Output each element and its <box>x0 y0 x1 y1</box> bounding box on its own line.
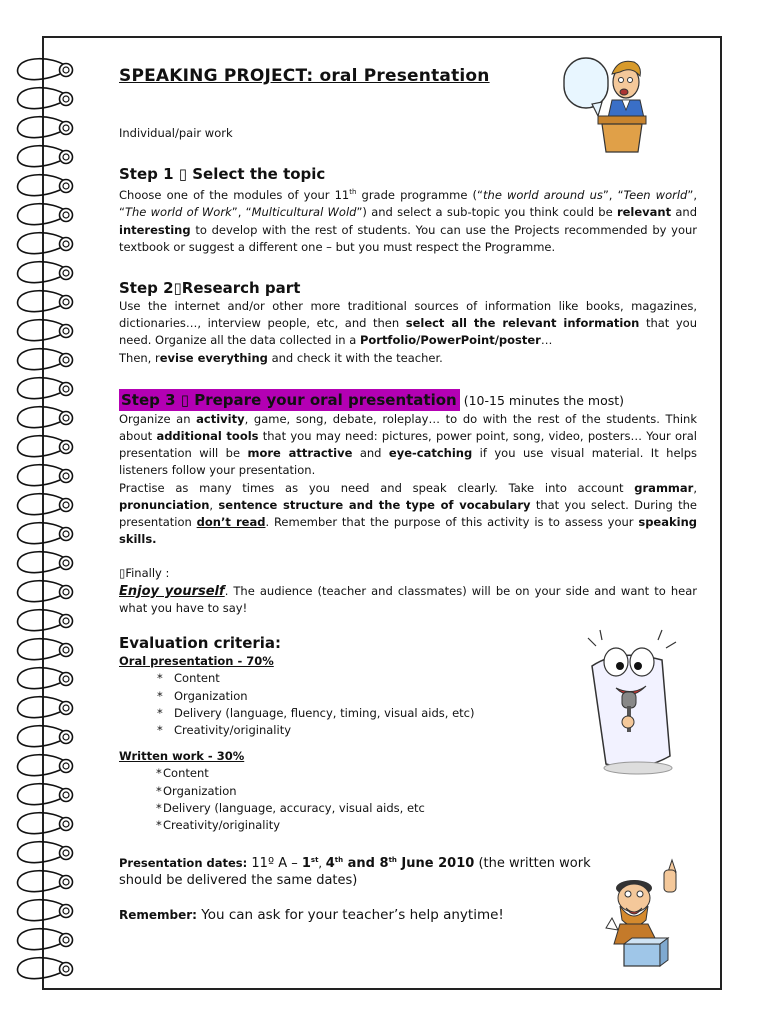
list-item: * Content <box>157 670 697 687</box>
step3-duration: (10-15 minutes the most) <box>459 392 625 408</box>
binding-ring <box>18 871 73 892</box>
binding-ring <box>18 262 73 283</box>
step3-heading: Step 3 ▯ Prepare your oral presentation <box>119 389 460 411</box>
binding-ring <box>18 436 73 457</box>
binding-ring <box>18 784 73 805</box>
list-item: * Creativity/originality <box>157 722 697 739</box>
list-item: * Creativity/originality <box>156 817 697 834</box>
list-item: * Organization <box>157 688 697 705</box>
binding-ring <box>18 842 73 863</box>
binding-ring <box>18 407 73 428</box>
step1-heading: Step 1 ▯ Select the topic <box>119 165 326 184</box>
step2-revise: Then, revise everything and check it with the teacher. <box>119 350 443 365</box>
list-item: * Delivery (language, fluency, timing, visual aids, etc) <box>157 705 697 722</box>
binding-ring <box>18 494 73 515</box>
page-title: SPEAKING PROJECT: oral Presentation <box>119 66 490 86</box>
document-body <box>119 68 697 925</box>
microphone-cartoon-icon <box>578 626 686 776</box>
binding-ring <box>18 175 73 196</box>
step2-text: Use the internet and/or other more traditional sources of information like books, magazines, dictionaries…, interview people, etc, and then select all the relevant information that you need. Organize all the data collected in a Portfolio/PowerPoint/poster… <box>119 299 697 348</box>
presentation-dates: Presentation dates: 11º A – 1st, 4th and 8th June 2010 (the written work should be delivered the same dates) <box>119 855 591 889</box>
work-type: Individual/pair work <box>119 126 233 141</box>
teacher-at-podium-icon <box>562 52 662 154</box>
binding-ring <box>18 900 73 921</box>
binding-ring <box>18 639 73 660</box>
evaluation-heading: Evaluation criteria: <box>119 634 282 653</box>
binding-ring <box>18 610 73 631</box>
binding-ring <box>18 726 73 747</box>
remember-note: Remember: You can ask for your teacher’s help anytime! <box>119 907 504 924</box>
binding-ring <box>18 929 73 950</box>
list-item: * Content <box>156 765 697 782</box>
binding-ring <box>18 958 73 979</box>
list-item: * Delivery (language, accuracy, visual aids, etc <box>156 800 697 817</box>
step3-paragraph1: Organize an activity, game, song, debate, roleplay… to do with the rest of the students. Think about additional tools that you may need: pictures, power point, song, video, posters… Your oral presentation will be more attractive and eye-catching if you use visual material. It helps listeners follow your presentation. <box>119 411 698 478</box>
binding-ring <box>18 88 73 109</box>
binding-ring <box>18 59 73 80</box>
spiral-binding <box>0 40 90 980</box>
step3-heading-row <box>119 389 697 411</box>
binding-ring <box>18 378 73 399</box>
binding-ring <box>18 291 73 312</box>
binding-ring <box>18 523 73 544</box>
binding-ring <box>18 349 73 370</box>
oral-heading: Oral presentation - 70% <box>119 654 274 669</box>
binding-ring <box>18 204 73 225</box>
enjoy-text: Enjoy yourself. The audience (teacher and classmates) will be on your side and want to hear what you have to say! <box>119 583 697 615</box>
binding-ring <box>18 813 73 834</box>
step2-heading: Step 2▯Research part <box>119 279 301 298</box>
written-heading: Written work - 30% <box>119 749 245 764</box>
speaker-on-box-icon <box>598 858 686 970</box>
step1-text: Choose one of the modules of your 11th grade programme (“the world around us”, “Teen world”, “The world of Work”, “Multicultural Wold”) and select a sub-topic you think could be relevant and interesting to develop with the rest of students. You can use the Projects recommended by your textbook or suggest a different one – but you must respect the Programme. <box>119 188 698 254</box>
binding-ring <box>18 697 73 718</box>
binding-ring <box>18 233 73 254</box>
binding-ring <box>18 755 73 776</box>
binding-ring <box>18 581 73 602</box>
binding-ring <box>18 552 73 573</box>
binding-ring <box>18 117 73 138</box>
finally-label: ▯Finally : <box>119 566 170 581</box>
binding-ring <box>18 146 73 167</box>
binding-ring <box>18 668 73 689</box>
binding-ring <box>18 465 73 486</box>
binding-ring <box>18 320 73 341</box>
step3-paragraph2: Practise as many times as you need and speak clearly. Take into account grammar, pronunciation, sentence structure and the type of vocabulary that you select. During the presentation don’t read. Remember that the purpose of this activity is to assess your speaking skills. <box>119 480 697 547</box>
list-item: * Organization <box>156 783 697 800</box>
